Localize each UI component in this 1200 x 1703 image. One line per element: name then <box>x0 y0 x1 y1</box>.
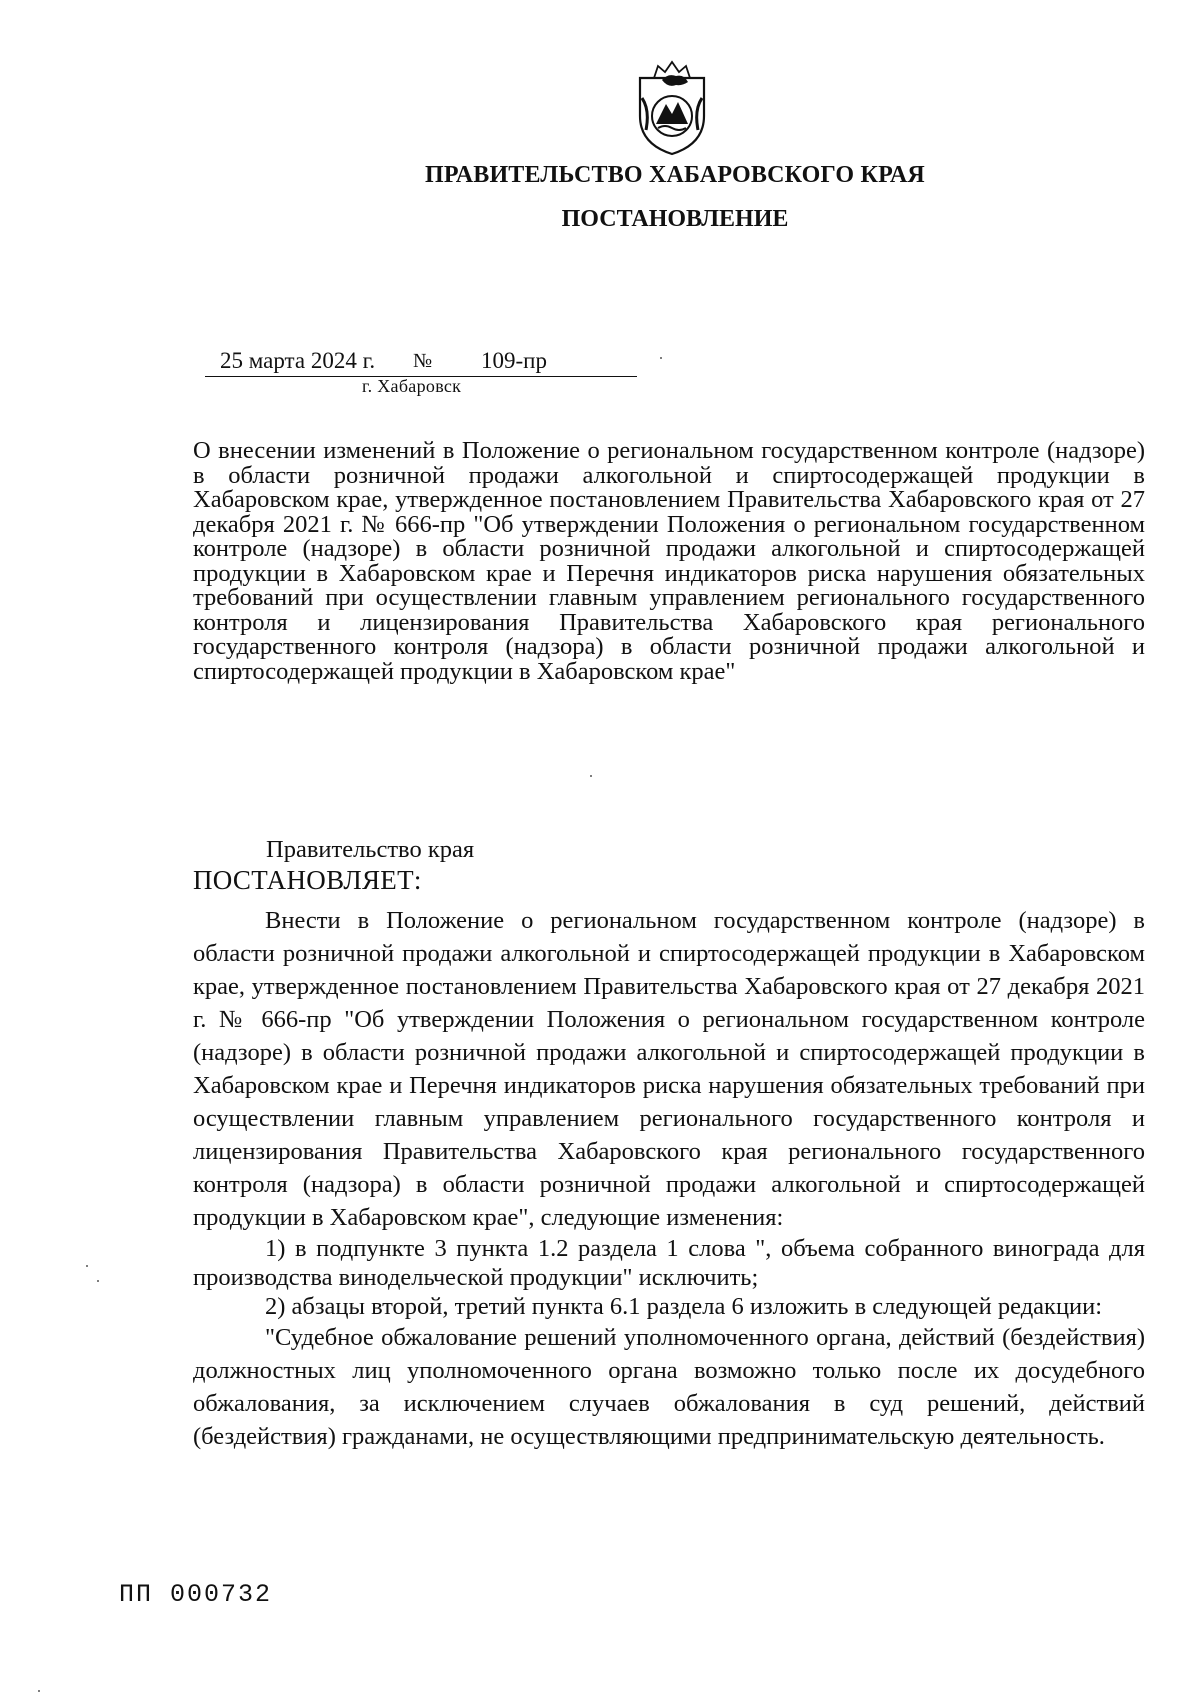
preamble-government: Правительство края <box>266 836 475 863</box>
document-body <box>193 904 1145 1453</box>
document-type: ПОСТАНОВЛЕНИЕ <box>561 206 789 232</box>
khabarovsk-krai-coat-of-arms-icon <box>632 58 712 158</box>
scan-speck <box>660 357 662 359</box>
scan-speck <box>38 1690 40 1692</box>
subject-text: О внесении изменений в Положение о региональном государственном контроле (надзоре) в области розничной продажи алкогольной и спиртосодержащей продукции в Хабаровском крае, утвержденное постановлением Правительства Хабаровского края от 27 декабря 2021 г. № 666-пр "Об утверждении Положения о региональном государственном контроле (надзоре) в области розничной продажи алкогольной и спиртосодержащей продукции в Хабаровском крае и Перечня индикаторов риска нарушения обязательных требований при осуществлении главным управлением регионального государственного контроля и лицензирования Правительства Хабаровского края регионального государственного контроля (надзора) в области розничной продажи алкогольной и спиртосодержащей продукции в Хабаровском крае" <box>193 437 1145 685</box>
document-date: 25 марта 2024 г. <box>220 348 376 373</box>
body-item-1: 1) в подпункте 3 пункта 1.2 раздела 1 слова ", объема собранного винограда для производства винодельческой продукции" исключить; <box>193 1235 1145 1291</box>
body-quote-paragraph: "Судебное обжалование решений уполномоченного органа, действий (бездействия) должностных лиц уполномоченного органа возможно только после их досудебного обжалования, за исключением случаев обжалования в суд решений, действий (бездействия) гражданами, не осуществляющими предпринимательскую деятельность. <box>193 1324 1145 1450</box>
body-intro-paragraph: Внести в Положение о региональном государственном контроле (надзоре) в области розничной продажи алкогольной и спиртосодержащей продукции в Хабаровском крае, утвержденное постановлением Правительства Хабаровского края от 27 декабря 2021 г. № 666-пр "Об утверждении Положения о региональном государственном контроле (надзоре) в области розничной продажи алкогольной и спиртосодержащей продукции в Хабаровском крае и Перечня индикаторов риска нарушения обязательных требований при осуществлении главным управлением регионального государственного контроля и лицензирования Правительства Хабаровского края регионального государственного контроля (надзора) в области розничной продажи алкогольной и спиртосодержащей продукции в Хабаровском крае", следующие изменения: <box>193 907 1145 1231</box>
preamble-resolves: ПОСТАНОВЛЯЕТ: <box>193 865 422 895</box>
form-code: ПП 000732 <box>119 1580 273 1609</box>
body-item-2: 2) абзацы второй, третий пункта 6.1 раздела 6 изложить в следующей редакции: <box>265 1293 1103 1320</box>
document-subject <box>193 439 1145 684</box>
date-number-line <box>205 348 637 377</box>
scan-speck <box>590 775 592 777</box>
number-sign: № <box>413 350 433 372</box>
organization-title: ПРАВИТЕЛЬСТВО ХАБАРОВСКОГО КРАЯ <box>425 162 925 188</box>
document-number: 109-пр <box>481 348 547 373</box>
scan-speck <box>86 1265 88 1267</box>
document-city: г. Хабаровск <box>362 376 462 396</box>
scan-speck <box>97 1280 99 1282</box>
